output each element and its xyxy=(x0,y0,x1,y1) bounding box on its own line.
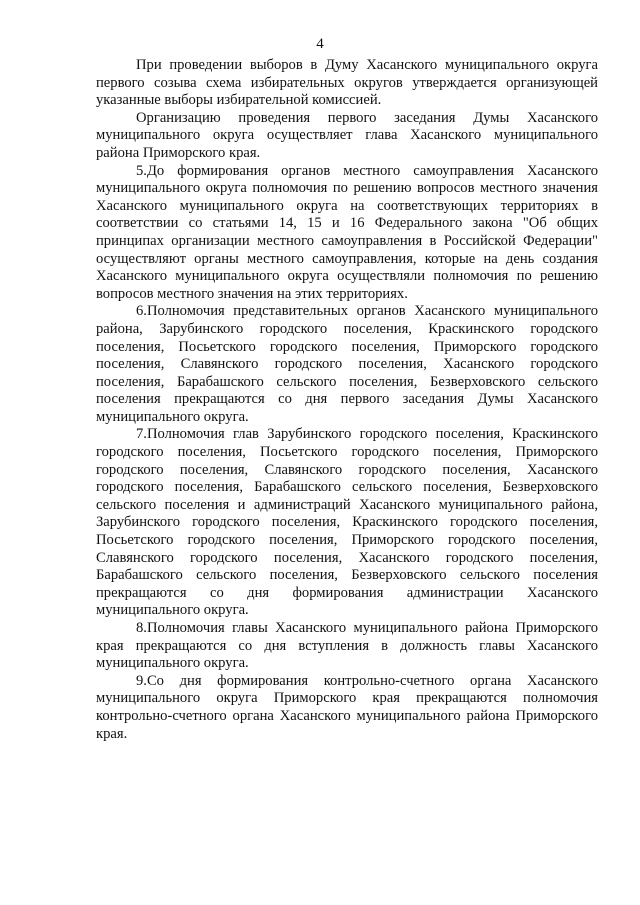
paragraph-first-session: Организацию проведения первого заседания Думы Хасанского муниципального округа осуществляет глава Хасанского муниципального района Приморского края. xyxy=(96,109,598,161)
paragraph-election-scheme: При проведении выборов в Думу Хасанского муниципального округа первого созыва схема избирательных округов утверждается организующей указанные выборы избирательной комиссией. xyxy=(96,57,598,109)
paragraph-6: 6.Полномочия представительных органов Хасанского муниципального района, Зарубинского городского поселения, Краскинского городского поселения, Посьетского городского поселения, Приморского городского поселения, Славянского городского поселения, Хасанского городского поселения, Барабашского сельского поселения, Безверховского сельского поселения прекращаются со дня первого заседания Думы Хасанского муниципального округа. xyxy=(96,303,598,425)
document-body xyxy=(96,57,598,743)
paragraph-5: 5.До формирования органов местного самоуправления Хасанского муниципального округа полномочия по решению вопросов местного значения Хасанского муниципального округа на соответствующих территориях в соответствии со статьями 14, 15 и 16 Федерального закона "Об общих принципах организации местного самоуправления в Российской Федерации" осуществляют органы местного самоуправления, которые на день создания Хасанского муниципального округа осуществляли полномочия по решению вопросов местного значения на этих территориях. xyxy=(96,162,598,302)
paragraph-8: 8.Полномочия главы Хасанского муниципального района Приморского края прекращаются со дня вступления в должность главы Хасанского муниципального округа. xyxy=(96,620,598,672)
page-number: 4 xyxy=(316,36,324,52)
paragraph-7: 7.Полномочия глав Зарубинского городского поселения, Краскинского городского поселения, Посьетского городского поселения, Приморского городского поселения, Славянского городского поселения, Хасанского городского поселения, Барабашского сельского поселения, Безверховского сельского поселения и администраций Хасанского муниципального района, Зарубинского городского поселения, Краскинского городского поселения, Посьетского городского поселения, Приморского городского поселения, Славянского городского поселения, Хасанского городского поселения, Барабашского сельского поселения, Безверховского сельского поселения прекращаются со дня формирования администрации Хасанского муниципального округа. xyxy=(96,426,598,619)
paragraph-9: 9.Со дня формирования контрольно-счетного органа Хасанского муниципального округа Приморского края прекращаются полномочия контрольно-счетного органа Хасанского муниципального района Приморского края. xyxy=(96,672,598,742)
